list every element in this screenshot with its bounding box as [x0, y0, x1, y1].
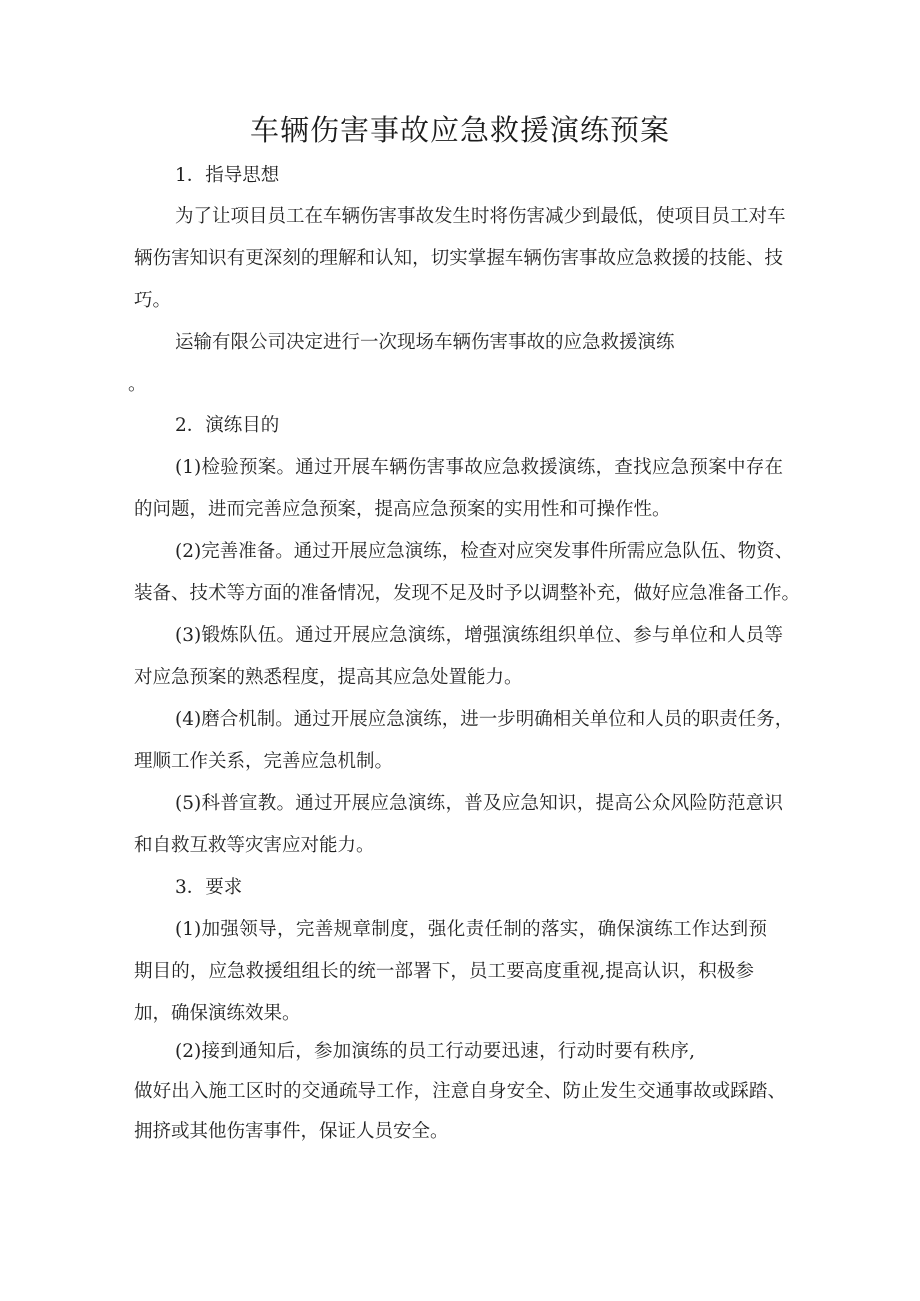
section-3-item-2-line-1: (2)接到通知后，参加演练的员工行动要迅速，行动时要有秩序, [175, 1041, 695, 1062]
section-3-item-2-line-2: 做好出入施工区时的交通疏导工作，注意自身安全、防止发生交通事故或踩踏、 [134, 1081, 786, 1102]
section-1-para-2-line-1: 运输有限公司决定进行一次现场车辆伤害事故的应急救援演练 [175, 332, 675, 353]
section-1-para-1-line-3: 巧。 [134, 290, 172, 311]
section-3-item-1-line-2: 期目的，应急救援组组长的统一部署下，员工要高度重视,提高认识，积极参 [134, 961, 754, 982]
document-title: 车辆伤害事故应急救援演练预案 [249, 113, 670, 147]
section-3-item-1-line-3: 加，确保演练效果。 [134, 1003, 301, 1024]
section-1-para-1-line-2: 辆伤害知识有更深刻的理解和认知，切实掌握车辆伤害事故应急救援的技能、技 [134, 248, 783, 269]
section-2-item-5-line-1: (5)科普宣教。通过开展应急演练，普及应急知识，提高公众风险防范意识 [175, 793, 783, 814]
section-2-item-4-line-2: 理顺工作关系，完善应急机制。 [134, 751, 394, 772]
section-2-item-2-line-1: (2)完善准备。通过开展应急演练，检查对应突发事件所需应急队伍、物资、 [175, 541, 794, 562]
section-2-item-4-line-1: (4)磨合机制。通过开展应急演练，进一步明确相关单位和人员的职责任务， [175, 709, 794, 730]
section-3-item-2-line-3: 拥挤或其他伤害事件，保证人员安全。 [134, 1121, 449, 1142]
section-1-heading: 1．指导思想 [175, 165, 280, 186]
section-2-item-3-line-2: 对应急预案的熟悉程度，提高其应急处置能力。 [134, 667, 523, 688]
section-2-item-2-line-2: 装备、技术等方面的准备情况，发现不足及时予以调整补充，做好应急准备工作。 [134, 583, 801, 604]
section-2-item-3-line-1: (3)锻炼队伍。通过开展应急演练，增强演练组织单位、参与单位和人员等 [175, 625, 783, 646]
section-1-para-1-line-1: 为了让项目员工在车辆伤害事故发生时将伤害减少到最低，使项目员工对车 [175, 206, 786, 227]
section-1-para-2-line-2: 。 [128, 374, 147, 395]
section-2-item-1-line-1: (1)检验预案。通过开展车辆伤害事故应急救援演练，查找应急预案中存在 [175, 457, 783, 478]
section-3-heading: 3．要求 [175, 877, 243, 898]
section-2-item-5-line-2: 和自救互救等灾害应对能力。 [134, 835, 375, 856]
section-2-item-1-line-2: 的问题，进而完善应急预案，提高应急预案的实用性和可操作性。 [134, 499, 671, 520]
section-3-item-1-line-1: (1)加强领导，完善规章制度，强化责任制的落实，确保演练工作达到预 [175, 919, 767, 940]
section-2-heading: 2．演练目的 [175, 415, 280, 436]
